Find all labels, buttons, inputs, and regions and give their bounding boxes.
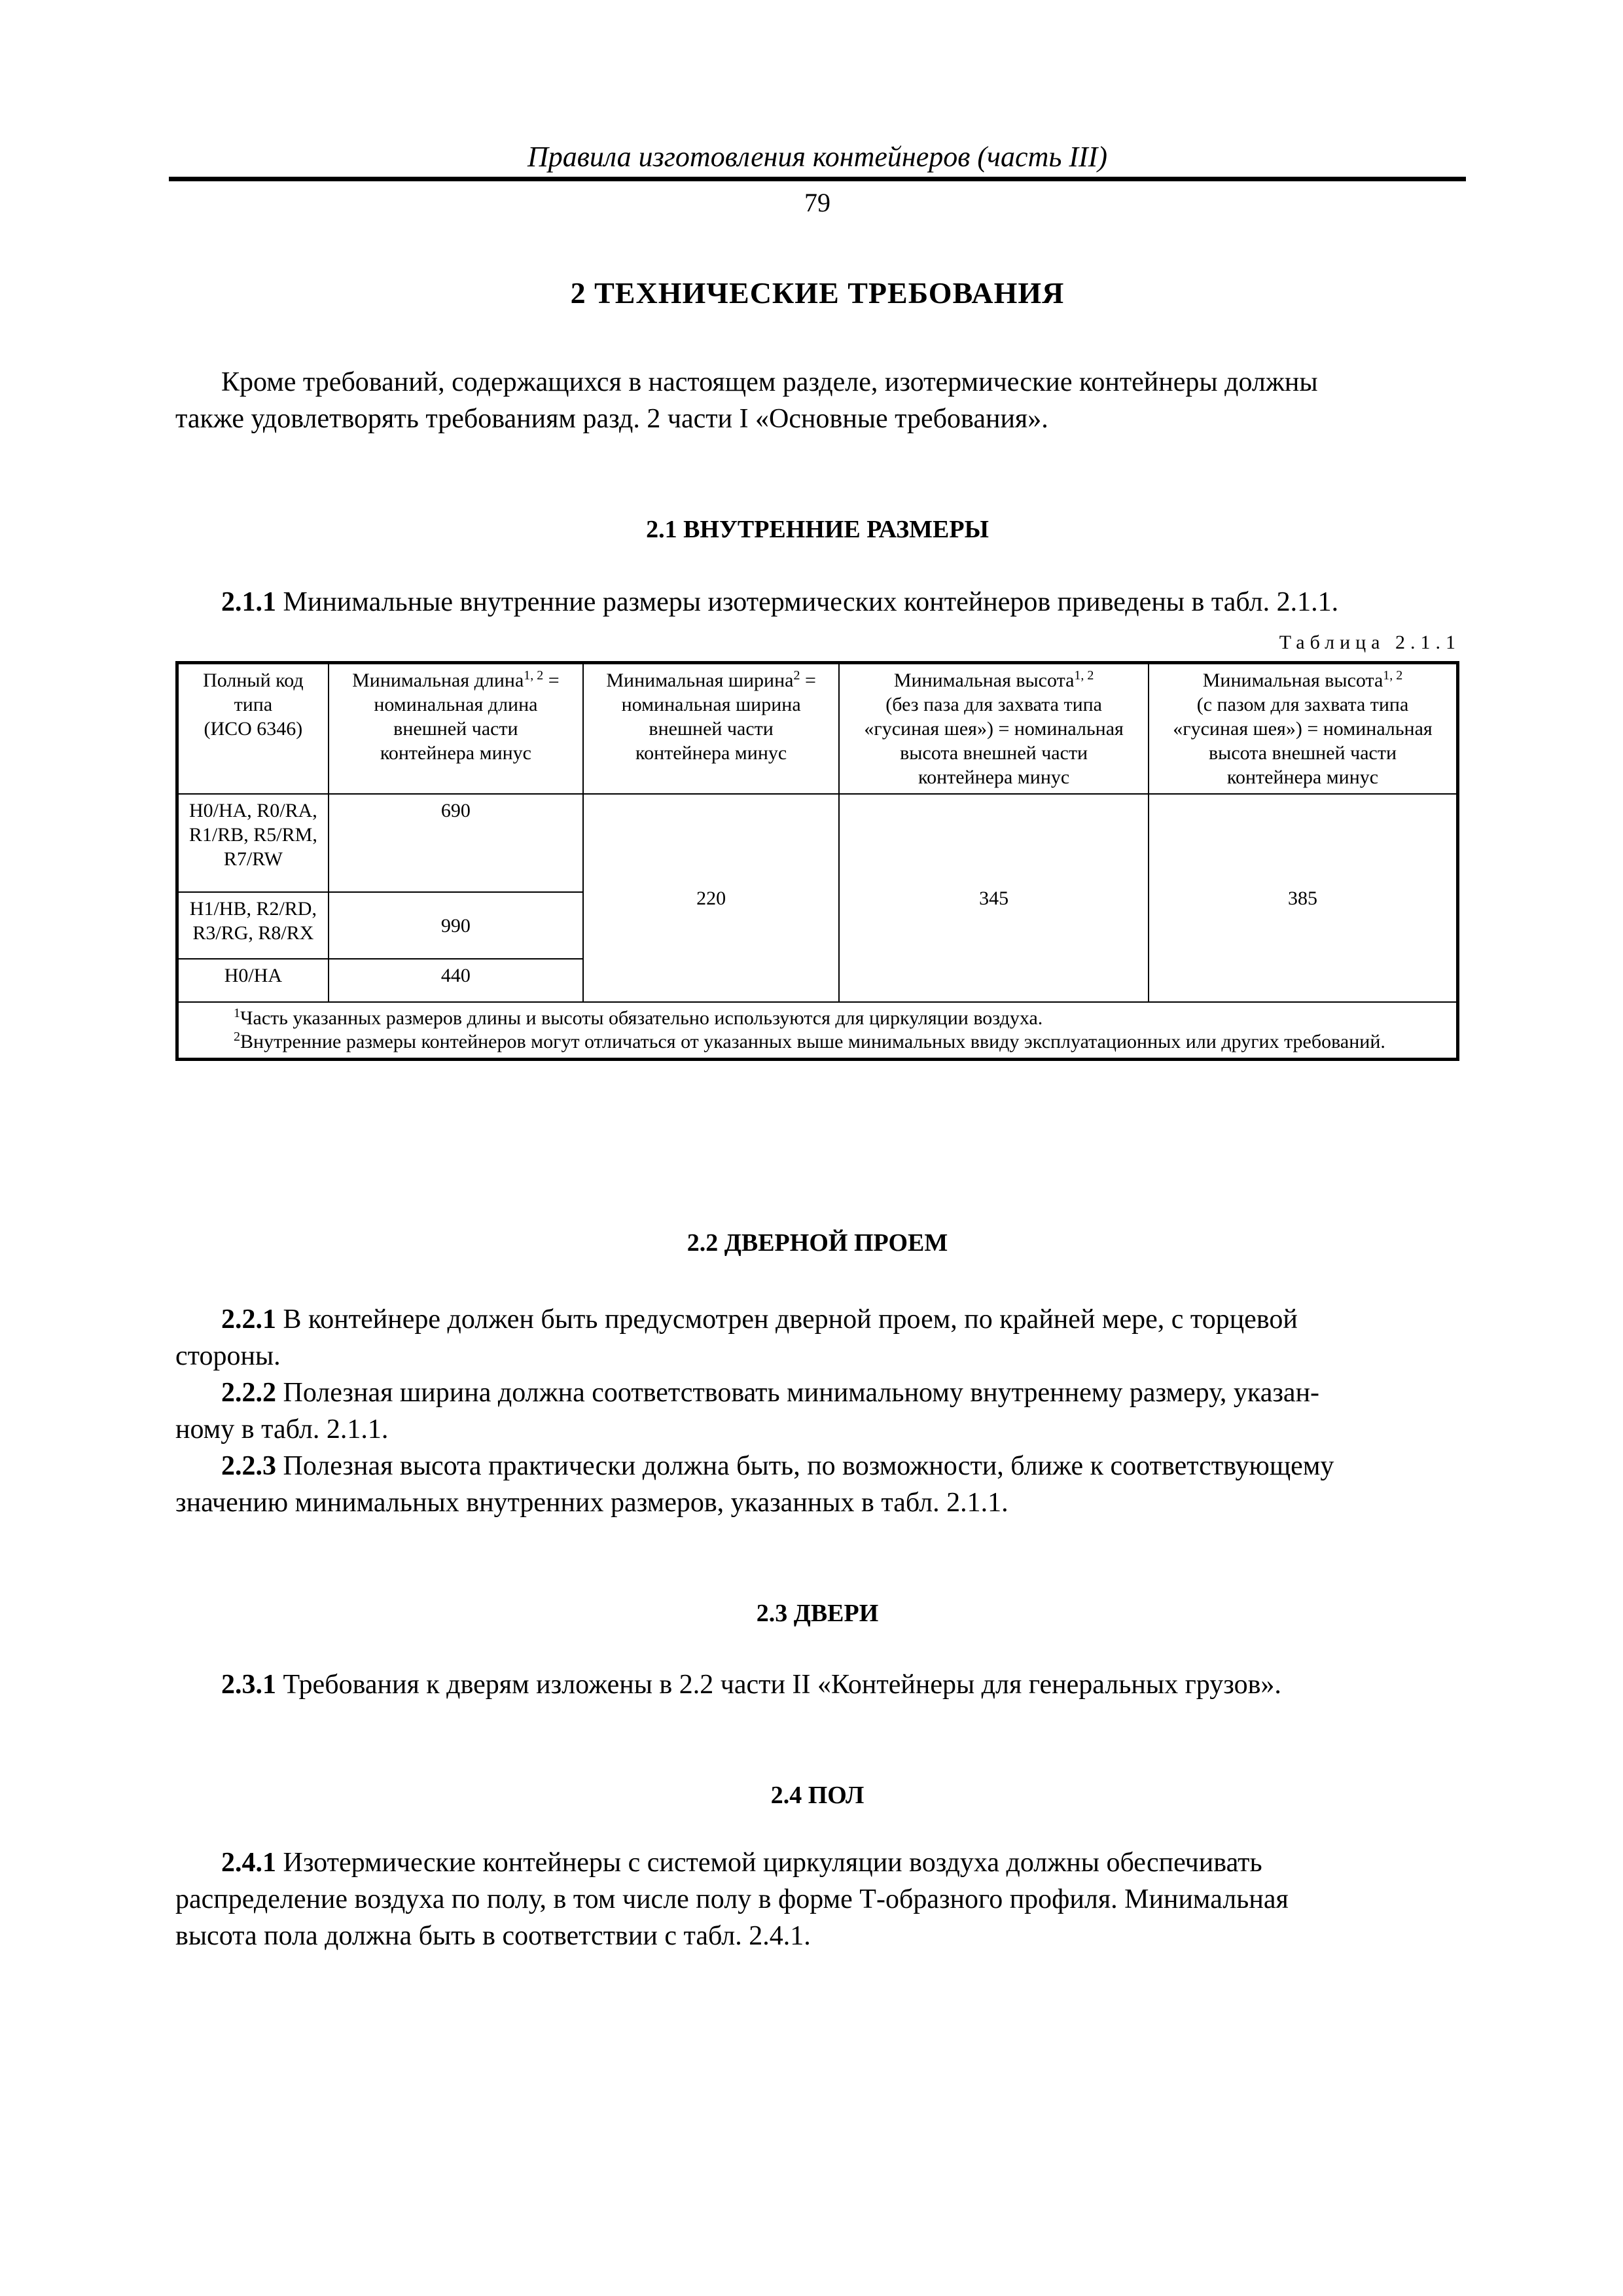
section-2-4-title: 2.4 ПОЛ (770, 1782, 865, 1809)
table-note-1: $^1$Часть указанных размеров длины и высоты обязательно используются для циркуляции воздуха. (234, 1006, 1043, 1029)
header-min-length: Минимальная длина$^{1, 2}$ = номинальная длина внешней части контейнера минус (329, 663, 583, 795)
header-min-height-with-groove: Минимальная высота$^{1, 2}$ (с пазом для захвата типа «гусиная шея») = номинальная высота внешней части контейнера минус (1149, 663, 1457, 795)
paragraph-2-3-1: 2.3.1 Требования к дверям изложены в 2.2 части II «Контейнеры для генеральных грузов». (221, 1670, 1281, 1700)
cell-code: H0/HA, R0/RA, R1/RB, R5/RM, R7/RW (177, 794, 329, 892)
intro-paragraph (175, 364, 1459, 437)
cell-code: H1/HB, R2/RD, R3/RG, R8/RX (177, 892, 329, 959)
paragraph-number: 2.4.1 (221, 1848, 276, 1878)
cell-height-no-groove: 345 (839, 794, 1149, 1002)
paragraph-2-4-1: 2.4.1 Изотермические контейнеры с системой циркуляции воздуха должны обеспечивать распределение воздуха по полу, в том числе полу в форме Т-образного профиля. Минимальная высота пола должна быть в соответствии с табл. 2.4.1. (175, 1848, 1289, 1951)
header-min-height-no-groove: Минимальная высота$^{1, 2}$ (без паза для захвата типа «гусиная шея») = номинальная высота внешней части контейнера минус (839, 663, 1149, 795)
intro-line-2: также удовлетворять требованиям разд. 2 части I «Основные требования». (175, 404, 1048, 434)
paragraph-number: 2.2.1 (221, 1304, 276, 1335)
cell-length: 990 (329, 892, 583, 959)
table-notes (177, 1002, 1458, 1060)
cell-code: H0/HA (177, 959, 329, 1002)
header-min-width: Минимальная ширина$^2$ = номинальная ширина внешней части контейнера минус (583, 663, 839, 795)
paragraph-number: 2.2.2 (221, 1378, 276, 1408)
paragraph-number: 2.3.1 (221, 1670, 276, 1700)
paragraph-2-1-1: 2.1.1 Минимальные внутренние размеры изотермических контейнеров приведены в табл. 2.1.1. (221, 587, 1339, 617)
section-2-2-title: 2.2 ДВЕРНОЙ ПРОЕМ (687, 1229, 948, 1257)
table-notes-row (177, 1002, 1458, 1060)
running-header: Правила изготовления контейнеров (часть III) (527, 141, 1107, 173)
table-2-1-1 (175, 661, 1459, 1061)
chapter-title: 2 ТЕХНИЧЕСКИЕ ТРЕБОВАНИЯ (570, 276, 1065, 310)
paragraph-2-2-3: 2.2.3 Полезная высота практически должна быть, по возможности, ближе к соответствующему значению минимальных внутренних размеров, указанных в табл. 2.1.1. (175, 1451, 1334, 1518)
paragraph-2-2-1: 2.2.1 В контейнере должен быть предусмотрен дверной проем, по крайней мере, с торцевой стороны. (175, 1304, 1298, 1371)
table-row (177, 794, 1458, 892)
table-note-2: $^2$Внутренние размеры контейнеров могут отличаться от указанных выше минимальных ввиду эксплуатационных или других требований. (234, 1030, 1385, 1052)
cell-height-with-groove: 385 (1149, 794, 1457, 1002)
table-header-row (177, 663, 1458, 795)
paragraph-number: 2.2.3 (221, 1451, 276, 1481)
intro-line-1: Кроме требований, содержащихся в настоящем разделе, изотермические контейнеры должны (221, 367, 1318, 397)
table-caption: Таблица 2.1.1 (1279, 632, 1461, 653)
paragraph-2-2-2: 2.2.2 Полезная ширина должна соответствовать минимальному внутреннему размеру, указан- ному в табл. 2.1.1. (175, 1378, 1320, 1444)
cell-width: 220 (583, 794, 839, 1002)
section-2-3-title: 2.3 ДВЕРИ (756, 1600, 879, 1627)
page-number: 79 (804, 188, 830, 217)
header-code: Полный код типа (ИСО 6346) (177, 663, 329, 795)
paragraph-number: 2.1.1 (221, 587, 276, 617)
header-rule (169, 177, 1466, 181)
cell-length: 690 (329, 794, 583, 892)
cell-length: 440 (329, 959, 583, 1002)
section-2-1-title: 2.1 ВНУТРЕННИЕ РАЗМЕРЫ (646, 516, 989, 543)
